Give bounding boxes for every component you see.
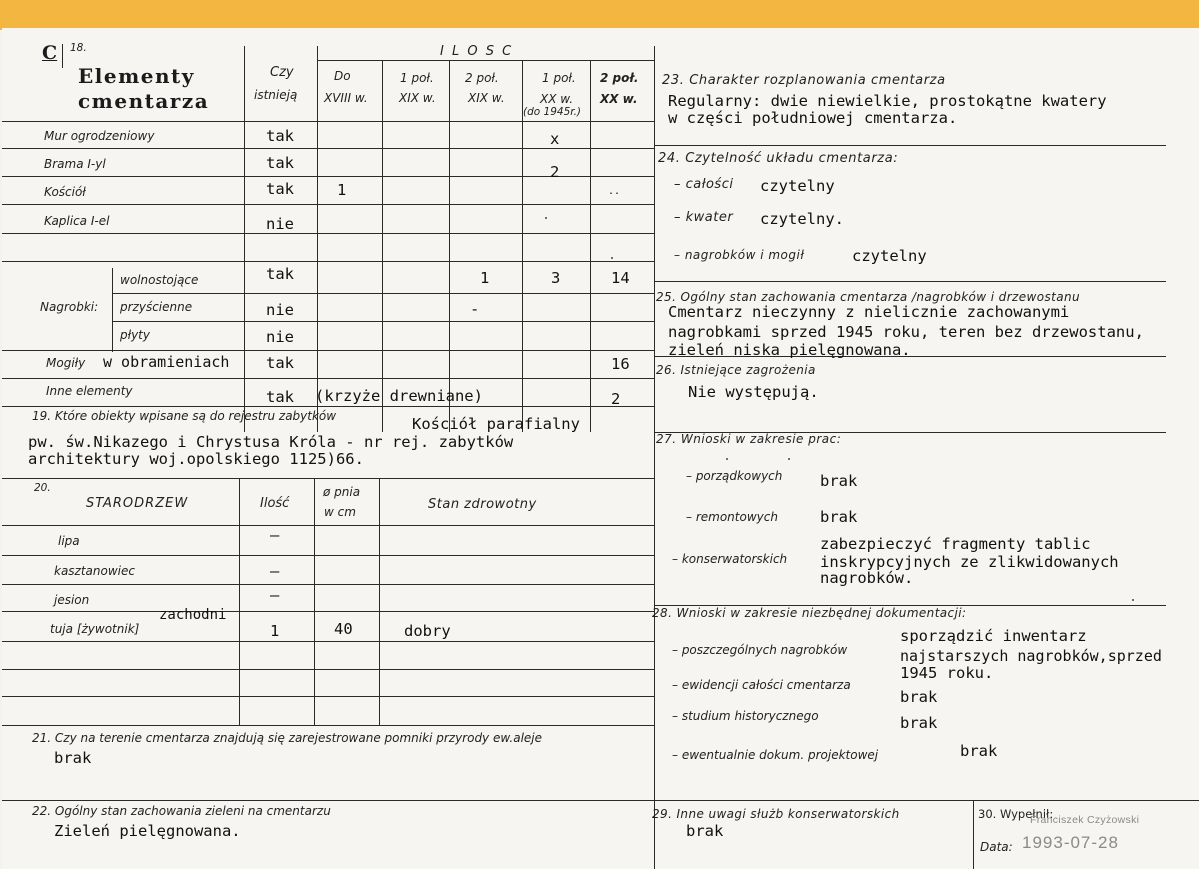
s20-h-pnia2: w cm — [324, 505, 356, 519]
row-label-kosciol: Kościół — [44, 185, 86, 199]
row-przysc-v3: - — [470, 300, 480, 318]
tree-ilosc: 1 — [270, 622, 280, 640]
table-line — [2, 233, 654, 234]
s24-label: 24. Czytelność układu cmentarza: — [658, 151, 899, 166]
s30-data-label: Data: — [980, 840, 1013, 854]
section-title-line1: Elementy — [78, 64, 195, 88]
s24-nagrobkow-value: czytelny — [852, 247, 927, 265]
tree-ilosc: – — [270, 586, 280, 604]
s26-value: Nie występują. — [688, 383, 819, 401]
table-line — [654, 281, 1166, 282]
s28-posz-value2: najstarszych nagrobków,sprzed — [900, 647, 1162, 665]
s28-ewen-label: – ewentualnie dokum. projektowej — [672, 748, 879, 762]
row-label-mogily-b: w obramieniach — [103, 353, 230, 371]
col-1-header: Do — [334, 69, 351, 83]
s28-label: 28. Wnioski w zakresie niezbędnej dokumentacji: — [652, 606, 967, 620]
row-wolno-v4: 3 — [551, 269, 561, 287]
s30-date: 1993-07-28 — [1022, 833, 1119, 852]
s28-stud-value: brak — [900, 714, 938, 732]
s28-ewen-value: brak — [960, 742, 998, 760]
table-line — [382, 60, 383, 432]
row-czy-brama: tak — [266, 154, 294, 172]
row-wolno-v3: 1 — [480, 269, 490, 287]
s27-porz-label: – porządkowych — [686, 469, 783, 483]
s24-calosci-value: czytelny — [760, 177, 835, 195]
table-line — [2, 555, 654, 556]
s30-label: 30. Wypełnił: — [978, 807, 1054, 821]
table-line — [112, 321, 654, 322]
row-label-przysc: przyścienne — [120, 300, 193, 314]
col-5-header2: XX w. — [600, 92, 638, 106]
col-3-header2: XIX w. — [468, 91, 505, 105]
s27-kons-label: – konserwatorskich — [672, 552, 788, 566]
s20-h-pnia: ø pnia — [323, 485, 361, 499]
table-line — [112, 293, 654, 294]
row-czy-wolno: tak — [266, 265, 294, 283]
row-label-mogily: Mogiły — [46, 356, 86, 370]
s20-h-ilosc: Ilość — [260, 496, 290, 511]
table-line — [449, 60, 450, 432]
table-line — [2, 669, 654, 670]
s24-nagrobkow-label: – nagrobków i mogił — [674, 248, 805, 262]
col-3-header: 2 poł. — [465, 71, 499, 85]
s22-label: 22. Ogólny stan zachowania zieleni na cmentarzu — [32, 804, 331, 818]
row-inne-v5: 2 — [611, 390, 621, 408]
s19-text3: architektury woj.opolskiego 1125)66. — [28, 450, 364, 468]
s20-h-stan: Stan zdrowotny — [428, 497, 537, 512]
s22-value: Zieleń pielęgnowana. — [54, 822, 241, 840]
table-line — [2, 478, 654, 479]
ilosc-header: I L O S C — [440, 44, 514, 59]
table-line — [2, 641, 654, 642]
tree-name: kasztanowiec — [54, 564, 135, 578]
col-czy-header2: istnieją — [254, 88, 298, 102]
tree-pien: 40 — [334, 620, 353, 638]
s25-label: 25. Ogólny stan zachowania cmentarza /nagrobków i drzewostanu — [656, 290, 1080, 304]
section-title-line2: cmentarza — [78, 89, 210, 113]
table-line — [654, 800, 1199, 801]
table-line — [317, 46, 318, 432]
row-kosciol-v5: .. — [608, 186, 621, 197]
row-czy-kaplica: nie — [266, 215, 294, 233]
row-label-brama: Brama I-yl — [44, 157, 106, 171]
table-line — [2, 800, 654, 801]
row-mogily-v5: 16 — [611, 355, 630, 373]
table-line — [112, 268, 113, 352]
s19-text2: pw. św.Nikazego i Chrystusa Króla - nr rej. zabytków — [28, 433, 514, 451]
tree-ilosc: – — [270, 526, 280, 544]
card-top-edge — [0, 0, 1199, 30]
table-line — [2, 121, 654, 122]
s27-kons-value2: inskrypcyjnych ze zlikwidowanych — [820, 553, 1119, 571]
s26-label: 26. Istniejące zagrożenia — [656, 363, 816, 377]
row-czy-przysc: nie — [266, 301, 294, 319]
s27-label: 27. Wnioski w zakresie prac: — [656, 432, 842, 446]
table-line — [2, 350, 654, 351]
s27-kons-value1: zabezpieczyć fragmenty tablic — [820, 535, 1091, 553]
col-1-header2: XVIII w. — [324, 91, 368, 105]
col-5-header: 2 poł. — [600, 71, 639, 85]
section-letter: C — [42, 42, 58, 64]
center-divider — [654, 46, 655, 869]
s29-label: 29. Inne uwagi służb konserwatorskich — [652, 807, 900, 821]
tree-note: zachodni — [159, 607, 227, 623]
table-line — [590, 60, 591, 432]
row-label-kaplica: Kaplica I-el — [44, 214, 110, 228]
table-line — [2, 696, 654, 697]
tree-ilosc: – — [270, 562, 280, 580]
s27-kons-value3: nagrobków. — [820, 569, 914, 587]
row-czy-mur: tak — [266, 127, 294, 145]
row-kosciol-v1: 1 — [337, 181, 347, 199]
table-line — [239, 478, 240, 725]
col-2-header: 1 poł. — [400, 71, 434, 85]
row-czy-inne: tak — [266, 388, 294, 406]
table-line — [2, 584, 654, 585]
s28-ewid-value: brak — [900, 688, 938, 706]
nagrobki-group-label: Nagrobki: — [40, 300, 99, 314]
row-czy-plyty: nie — [266, 328, 294, 346]
s24-kwater-value: czytelny. — [760, 210, 844, 228]
col-czy-header: Czy — [270, 65, 294, 80]
row-label-mur: Mur ogrodzeniowy — [44, 129, 155, 143]
row-label-plyty: płyty — [120, 328, 150, 342]
s27-porz-value: brak — [820, 472, 858, 490]
row-inne-v1: (krzyże drewniane) — [315, 387, 483, 405]
s20-num: 20. — [34, 482, 51, 494]
row-czy-kosciol: tak — [266, 180, 294, 198]
table-line — [2, 378, 654, 379]
s28-posz-value3: 1945 roku. — [900, 664, 994, 682]
s28-posz-label: – poszczególnych nagrobków — [672, 643, 848, 657]
table-line — [2, 525, 654, 526]
table-line — [2, 204, 654, 205]
col-4-header3: (do 1945r.) — [523, 106, 582, 118]
s29-value: brak — [686, 822, 724, 840]
s27-rem-label: – remontowych — [686, 510, 778, 524]
table-line — [317, 60, 654, 61]
s24-kwater-label: – kwater — [674, 210, 734, 225]
table-line — [2, 261, 654, 262]
s30-stamp-name: Franciszek Czyżowski — [1030, 814, 1140, 826]
col-4-header: 1 poł. — [542, 71, 576, 85]
table-line — [973, 800, 974, 869]
table-line — [654, 145, 1166, 146]
tree-stan: dobry — [404, 622, 451, 640]
table-line — [2, 611, 654, 612]
s28-stud-label: – studium historycznego — [672, 709, 819, 723]
row-wolno-v5: 14 — [611, 269, 630, 287]
s25-line1: Cmentarz nieczynny z nielicznie zachowanymi — [668, 303, 1070, 321]
table-line — [2, 406, 654, 407]
table-line — [2, 725, 654, 726]
table-line — [314, 478, 315, 725]
s28-ewid-label: – ewidencji całości cmentarza — [672, 678, 851, 692]
s21-label: 21. Czy na terenie cmentarza znajdują się zarejestrowane pomniki przyrody ew.aleje — [32, 731, 543, 745]
tree-name: tuja [żywotnik] — [50, 622, 140, 636]
row-brama-v4: 2 — [550, 163, 560, 181]
tree-name: jesion — [54, 593, 90, 607]
s25-line3: zieleń niska pielęgnowana. — [668, 341, 911, 359]
s19-label: 19. Które obiekty wpisane są do rejestru zabytków — [32, 409, 337, 423]
s23-line2: w części południowej cmentarza. — [668, 109, 958, 127]
cemetery-record-card — [2, 28, 1199, 869]
s20-h-name: STARODRZEW — [86, 496, 189, 511]
tree-name: lipa — [58, 534, 80, 548]
s27-rem-value: brak — [820, 508, 858, 526]
s24-calosci-label: – całości — [674, 177, 734, 192]
letter-box-line — [62, 44, 63, 68]
col-2-header2: XIX w. — [399, 91, 436, 105]
table-line — [379, 478, 380, 725]
table-line — [244, 46, 245, 432]
row-czy-mogily: tak — [266, 354, 294, 372]
s23-label: 23. Charakter rozplanowania cmentarza — [662, 73, 946, 88]
s21-value: brak — [54, 749, 92, 767]
s23-line1: Regularny: dwie niewielkie, prostokątne kwatery — [668, 92, 1107, 110]
col-4-header2: XX w. — [540, 92, 574, 106]
section-number: 18. — [70, 42, 87, 54]
row-mur-v4: x — [550, 130, 560, 148]
row-label-wolno: wolnostojące — [120, 273, 199, 287]
s19-text1: Kościół parafialny — [412, 415, 580, 433]
row-label-inne: Inne elementy — [46, 384, 133, 398]
s28-posz-value1: sporządzić inwentarz — [900, 627, 1087, 645]
table-line — [2, 148, 654, 149]
s25-line2: nagrobkami sprzed 1945 roku, teren bez drzewostanu, — [668, 323, 1144, 341]
